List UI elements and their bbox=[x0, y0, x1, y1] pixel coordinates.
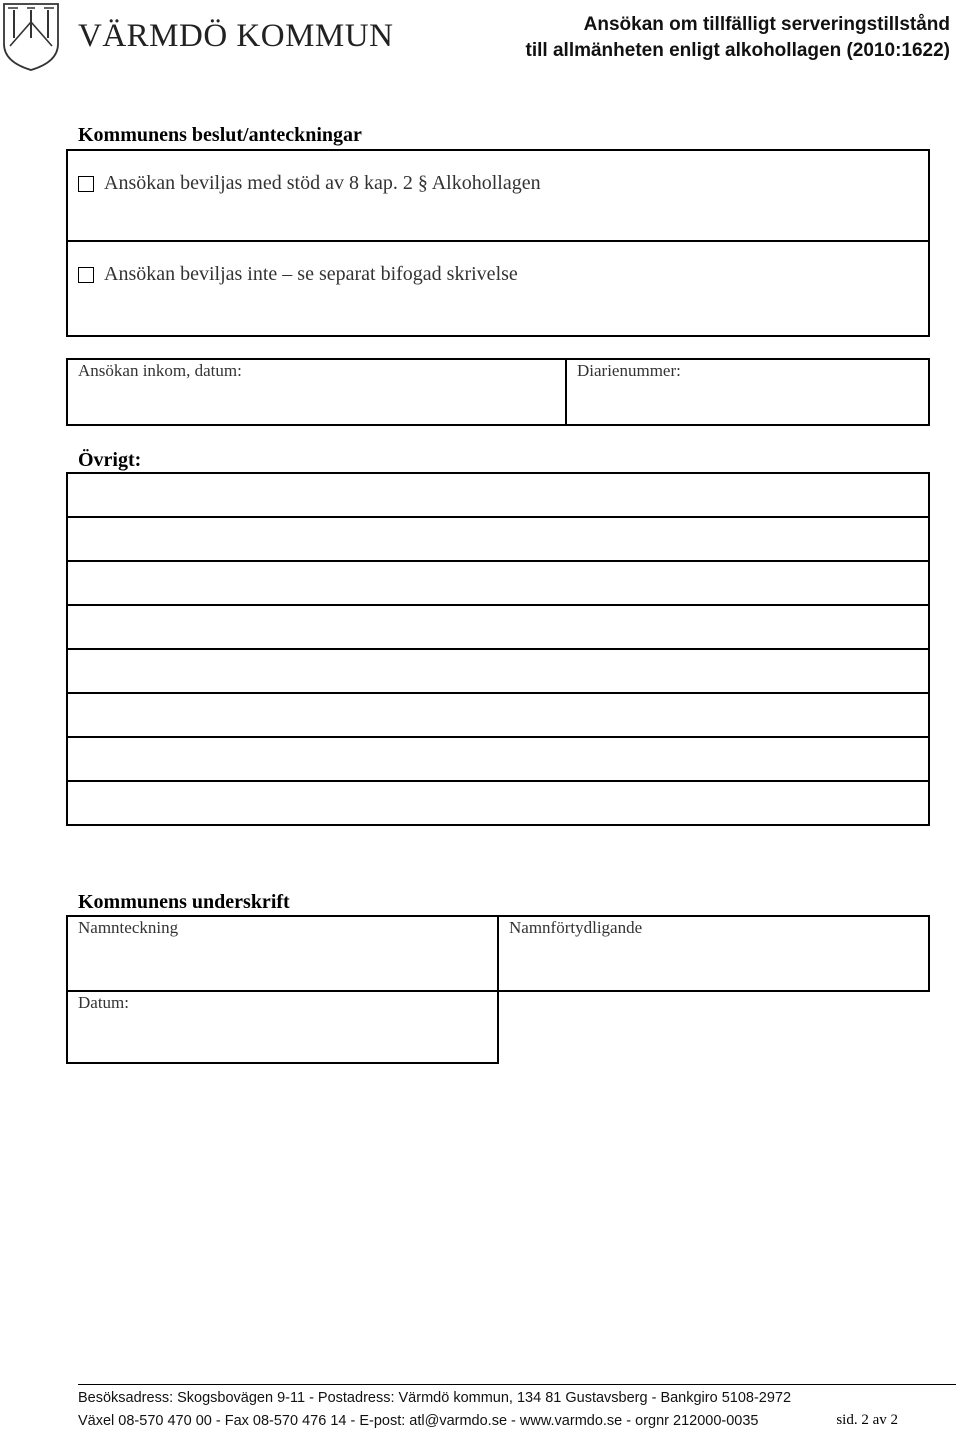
document-title-line-2: till allmänheten enligt alkohollagen (2010:1622) bbox=[525, 40, 950, 61]
notes-line bbox=[66, 736, 930, 738]
page-number: sid. 2 av 2 bbox=[836, 1412, 898, 1428]
denied-option-label: Ansökan beviljas inte – se separat bifogad skrivelse bbox=[104, 263, 518, 285]
name-clarification-label: Namnförtydligande bbox=[509, 918, 643, 937]
notes-line bbox=[66, 692, 930, 694]
municipality-name: VÄRMDÖ KOMMUN bbox=[78, 18, 394, 54]
document-title bbox=[526, 12, 950, 64]
varmdo-logo-icon bbox=[0, 0, 62, 72]
decision-heading: Kommunens beslut/anteckningar bbox=[78, 124, 362, 146]
approved-option-label: Ansökan beviljas med stöd av 8 kap. 2 § Alkohollagen bbox=[104, 172, 541, 194]
approved-checkbox[interactable] bbox=[78, 176, 94, 192]
document-title-line-1: Ansökan om tillfälligt serveringstillstånd bbox=[583, 14, 950, 35]
received-diary-divider bbox=[565, 358, 567, 426]
date-box bbox=[66, 990, 499, 1064]
other-heading: Övrigt: bbox=[78, 449, 142, 471]
received-date-label: Ansökan inkom, datum: bbox=[78, 361, 242, 380]
decision-divider bbox=[66, 240, 930, 242]
footer-address: Besöksadress: Skogsbovägen 9-11 - Postadress: Värmdö kommun, 134 81 Gustavsberg - Bankgiro 5108-2972 bbox=[78, 1390, 792, 1406]
notes-line bbox=[66, 560, 930, 562]
notes-line bbox=[66, 780, 930, 782]
date-label: Datum: bbox=[78, 993, 129, 1012]
signature-heading: Kommunens underskrift bbox=[78, 891, 290, 913]
footer-rule bbox=[78, 1384, 956, 1385]
signature-label: Namnteckning bbox=[78, 918, 179, 937]
footer-contact: Växel 08-570 470 00 - Fax 08-570 476 14 - E-post: atl@varmdo.se - www.varmdo.se - orgnr 212000-0035 bbox=[78, 1413, 759, 1429]
notes-line bbox=[66, 516, 930, 518]
notes-line bbox=[66, 648, 930, 650]
diary-number-label: Diarienummer: bbox=[577, 361, 681, 380]
denied-checkbox[interactable] bbox=[78, 267, 94, 283]
notes-line bbox=[66, 604, 930, 606]
